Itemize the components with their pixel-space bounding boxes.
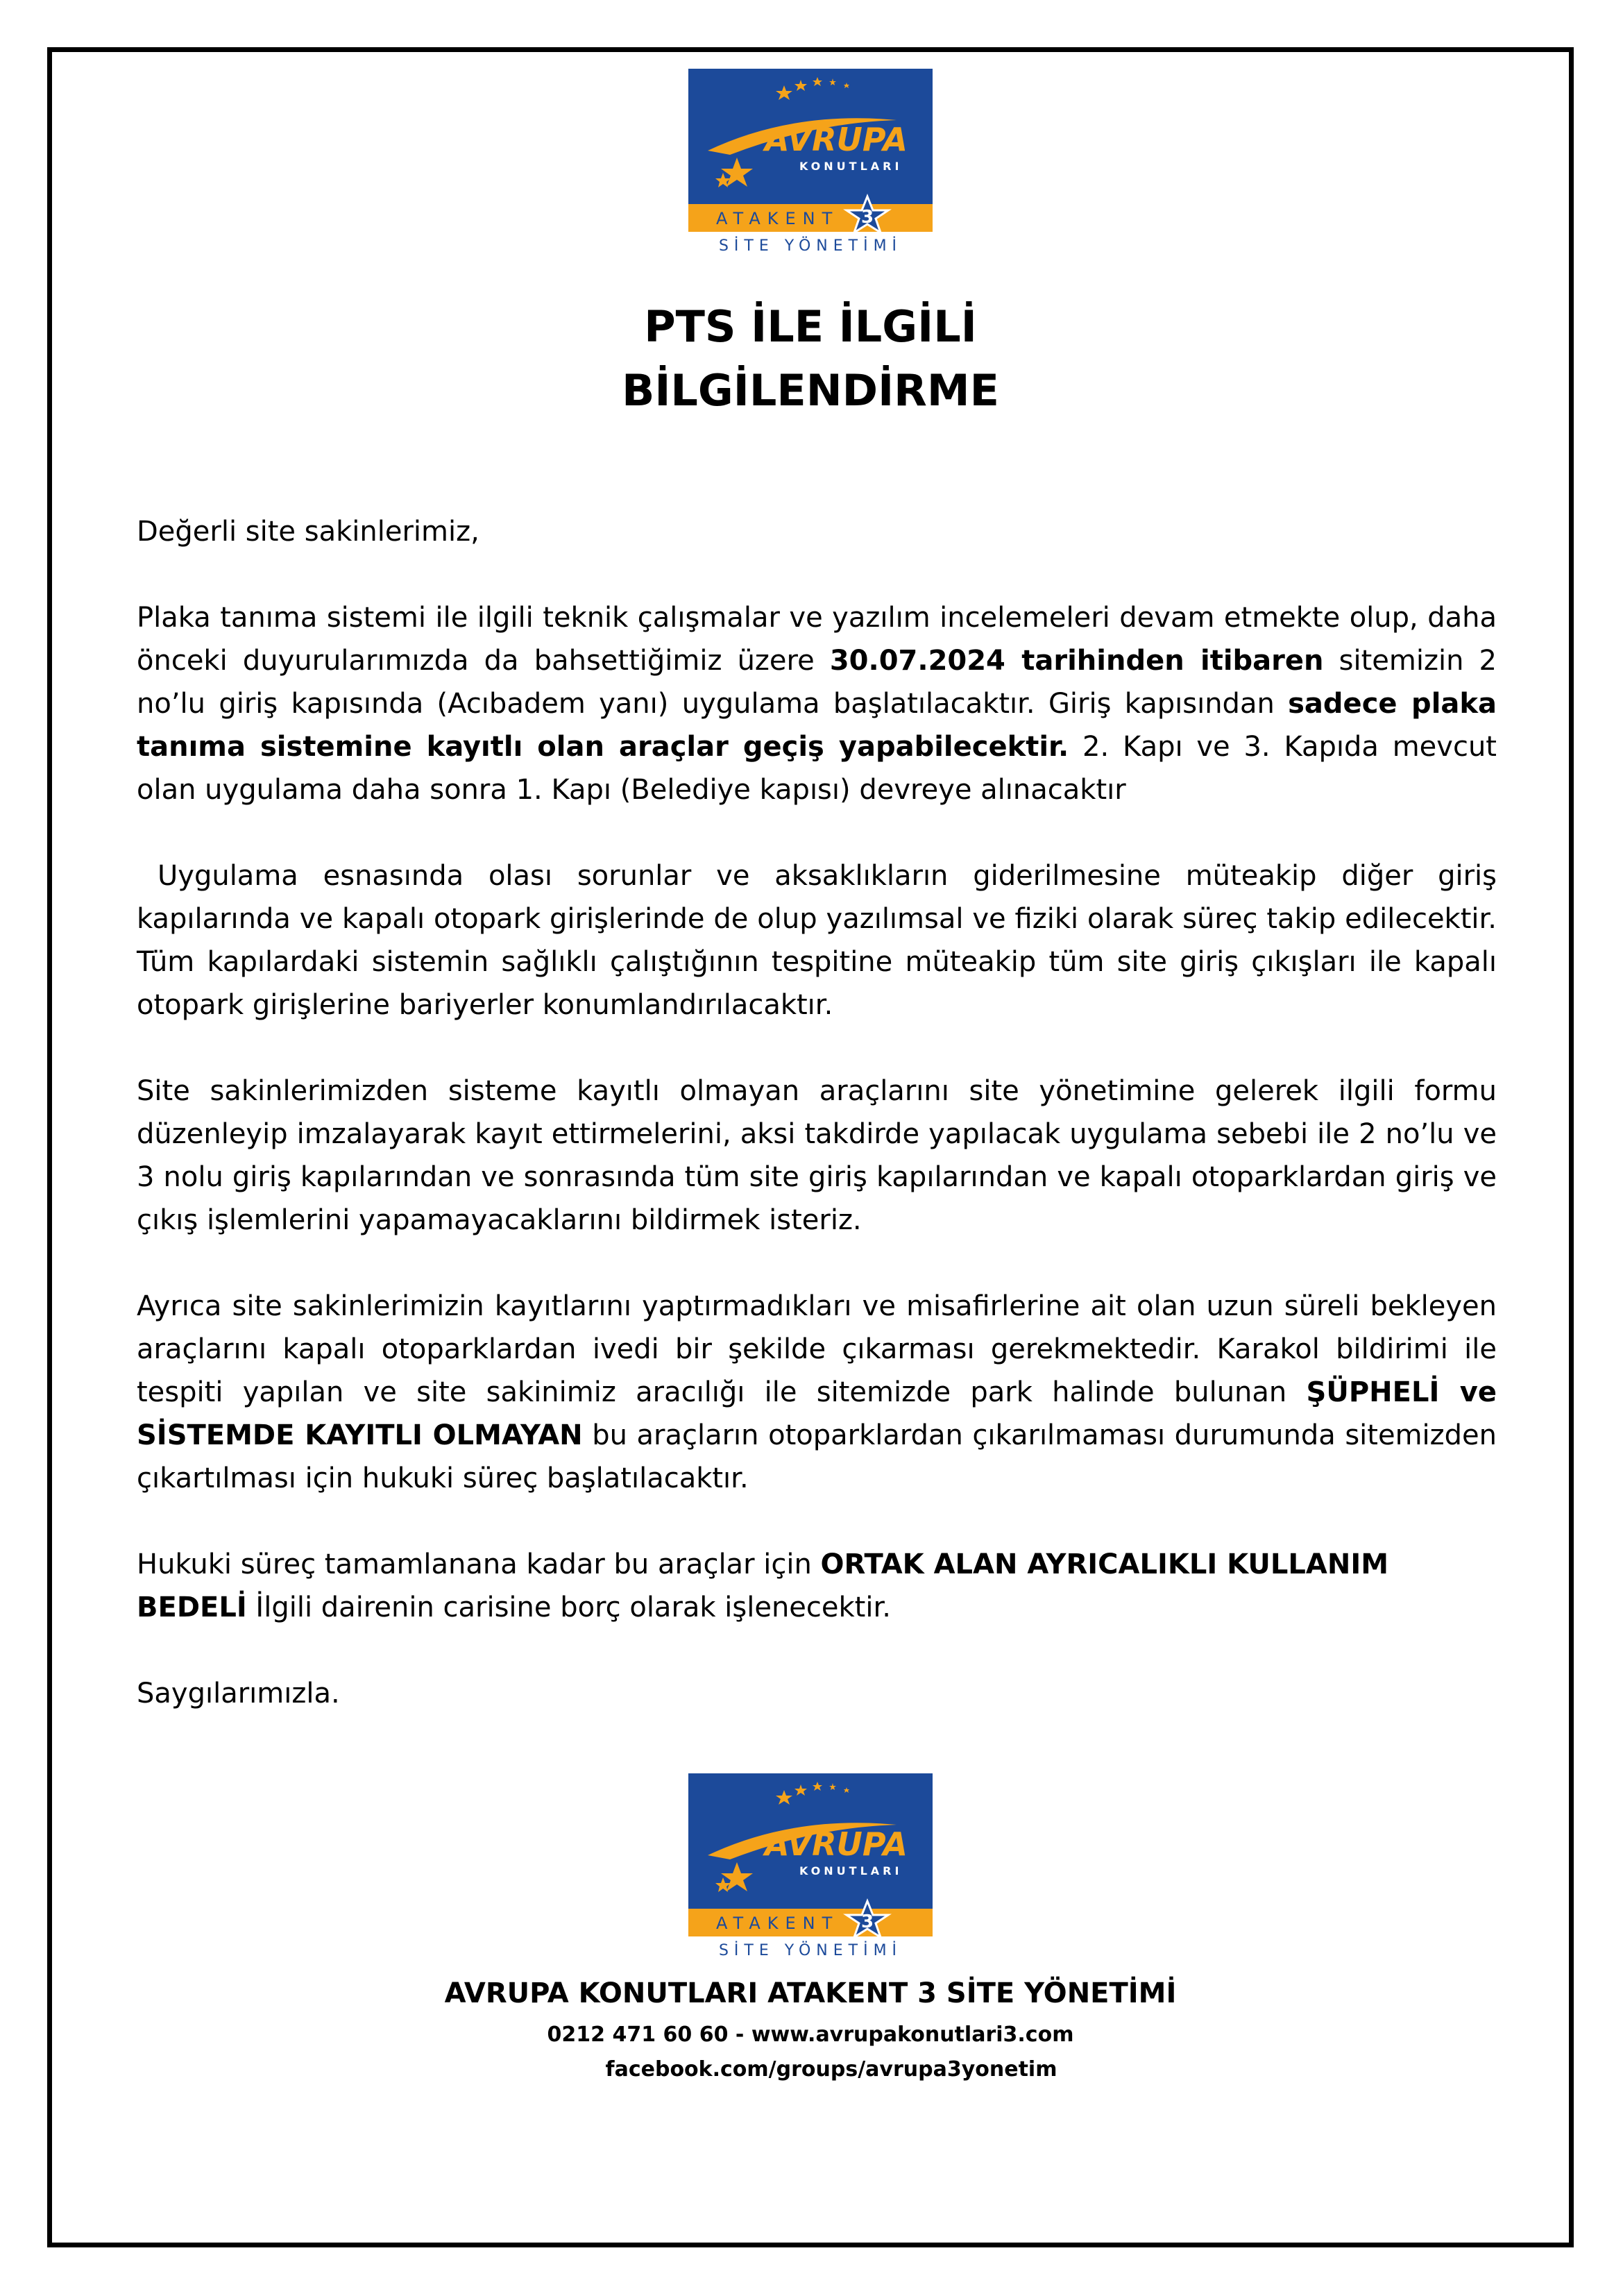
logo-number: 3: [860, 1911, 874, 1932]
logo-area: ATAKENT: [716, 209, 840, 228]
page-title: [52, 295, 1569, 423]
avrupa-logo-icon: [688, 69, 933, 256]
text-run: Hukuki süreç tamamlanana kadar bu araçlar için: [137, 1548, 821, 1580]
title-line-1: PTS İLE İLGİLİ: [644, 301, 977, 352]
paragraph-5: [137, 1543, 1497, 1629]
logo-caption: SİTE YÖNETİMİ: [718, 1942, 903, 1959]
closing: Saygılarımızla.: [137, 1678, 340, 1710]
title-line-2: BİLGİLENDİRME: [622, 365, 999, 416]
text-run: Plaka tanıma sistemi ile ilgili teknik çalışmalar ve yazılım incelemeleri devam etmekte olup, daha önceki duyurularımızda da bahsettiğimiz üzere: [137, 602, 1497, 677]
logo-area: ATAKENT: [716, 1914, 840, 1933]
logo-sub: KONUTLARI: [799, 160, 903, 173]
logo-brand: AVRUPA: [765, 121, 908, 158]
logo-caption: SİTE YÖNETİMİ: [718, 237, 903, 255]
footer-logo: [688, 1773, 933, 1961]
logo-brand: AVRUPA: [765, 1825, 908, 1863]
paragraph-1: [137, 596, 1497, 811]
avrupa-logo-icon: [688, 1773, 933, 1961]
text-run: Ayrıca site sakinlerimizin kayıtlarını yaptırmadıkları ve misafirlerine ait olan uzun süreli bekleyen araçlarını kapalı otoparklardan ivedi bir şekilde çıkarması gerekmektedir. Karakol bildirimi ile tespiti yapılan ve site sakinimiz aracılığı ile sitemizde park halinde bulunan: [137, 1290, 1497, 1408]
text-run: 2. Kapı ve 3. Kapıda mevcut olan uygulama daha sonra 1. Kapı (Belediye kapısı) devreye alınacaktır: [137, 731, 1497, 806]
logo-sub: KONUTLARI: [799, 1864, 903, 1877]
greeting: Değerli site sakinlerimiz,: [137, 516, 479, 548]
text-run: sitemizin 2 no’lu giriş kapısında (Acıbadem yanı) uygulama başlatılacaktır. Giriş kapısından: [137, 645, 1497, 720]
logo-number: 3: [860, 207, 874, 228]
footer-contact: 0212 471 60 60 - www.avrupakonutlari3.com: [547, 2023, 1074, 2047]
bold-text: ŞÜPHELİ ve SİSTEMDE KAYITLI OLMAYAN: [137, 1376, 1497, 1451]
footer: [52, 1973, 1569, 2087]
header-logo: [688, 69, 933, 256]
bold-text: 30.07.2024 tarihinden itibaren: [829, 645, 1324, 677]
paragraph-2: Uygulama esnasında olası sorunlar ve aksaklıkların giderilmesine müteakip diğer giriş kapılarında ve kapalı otopark girişlerinde de olup yazılımsal ve fiziki olarak süreç takip edilecektir. Tüm kapılardaki sistemin sağlıklı çalıştığının tespitine müteakip tüm site giriş çıkışları ile kapalı otopark girişlerine bariyerler konumlandırılacaktır.: [137, 860, 1497, 1021]
bold-text: sadece plaka tanıma sistemine kayıtlı olan araçlar geçiş yapabilecektir.: [137, 688, 1497, 763]
text-run: bu araçların otoparklardan çıkarılmaması durumunda sitemizden çıkartılması için hukuki süreç başlatılacaktır.: [137, 1419, 1497, 1494]
footer-organization: AVRUPA KONUTLARI ATAKENT 3 SİTE YÖNETİMİ: [444, 1977, 1177, 2009]
paragraph-3: Site sakinlerimizden sisteme kayıtlı olmayan araçlarını site yönetimine gelerek ilgili formu düzenleyip imzalayarak kayıt ettirmelerini, aksi takdirde yapılacak uygulama sebebi ile 2 no’lu ve 3 nolu giriş kapılarından ve sonrasında tüm site giriş kapılarından ve kapalı otoparklardan giriş ve çıkış işlemlerini yapamayacaklarını bildirmek isteriz.: [137, 1075, 1497, 1236]
page-frame: [47, 47, 1574, 2247]
paragraph-4: [137, 1285, 1497, 1500]
text-run: İlgili dairenin carisine borç olarak işlenecektir.: [246, 1592, 891, 1623]
bold-text: ORTAK ALAN AYRICALIKLI KULLANIM BEDELİ: [137, 1548, 1389, 1623]
letter-body: [137, 510, 1497, 1758]
footer-facebook: facebook.com/groups/avrupa3yonetim: [605, 2057, 1057, 2082]
